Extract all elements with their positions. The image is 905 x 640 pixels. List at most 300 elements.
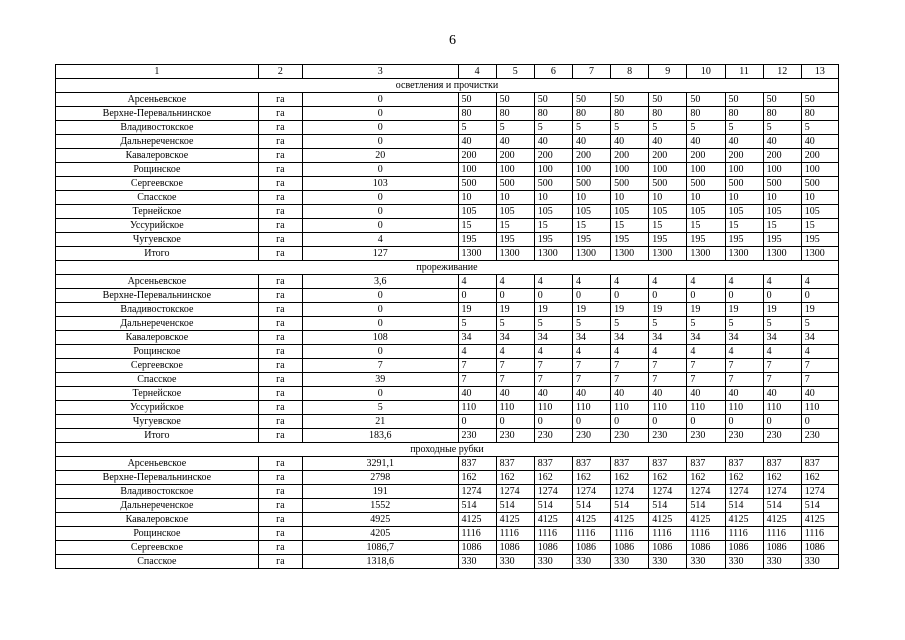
section-title-row — [56, 79, 839, 93]
year-value-cell: 1116 — [725, 527, 763, 541]
year-value-cell: 0 — [458, 415, 496, 429]
year-value-cell: 162 — [572, 471, 610, 485]
year-value-cell: 837 — [458, 457, 496, 471]
table-row — [56, 177, 839, 191]
year-value-cell: 0 — [763, 415, 801, 429]
year-value-cell: 19 — [725, 303, 763, 317]
section-title-row — [56, 261, 839, 275]
year-value-cell: 230 — [458, 429, 496, 443]
unit-cell: га — [258, 303, 302, 317]
forestry-name-cell: Рощинское — [56, 345, 259, 359]
year-value-cell: 514 — [496, 499, 534, 513]
forestry-name-cell: Владивостокское — [56, 485, 259, 499]
unit-cell: га — [258, 289, 302, 303]
unit-cell: га — [258, 555, 302, 569]
unit-cell: га — [258, 205, 302, 219]
year-value-cell: 110 — [458, 401, 496, 415]
year-value-cell: 7 — [725, 359, 763, 373]
unit-cell: га — [258, 471, 302, 485]
unit-cell: га — [258, 93, 302, 107]
year-value-cell: 1116 — [572, 527, 610, 541]
base-value-cell: 20 — [302, 149, 458, 163]
year-value-cell: 230 — [611, 429, 649, 443]
year-value-cell: 19 — [611, 303, 649, 317]
year-value-cell: 40 — [496, 387, 534, 401]
year-value-cell: 34 — [725, 331, 763, 345]
year-value-cell: 5 — [611, 121, 649, 135]
year-value-cell: 40 — [687, 135, 725, 149]
column-number-cell: 12 — [763, 65, 801, 79]
table-row — [56, 205, 839, 219]
year-value-cell: 200 — [496, 149, 534, 163]
year-value-cell: 837 — [649, 457, 687, 471]
year-value-cell: 15 — [534, 219, 572, 233]
year-value-cell: 80 — [687, 107, 725, 121]
base-value-cell: 103 — [302, 177, 458, 191]
unit-cell: га — [258, 247, 302, 261]
forestry-name-cell: Сергеевское — [56, 359, 259, 373]
year-value-cell: 1116 — [687, 527, 725, 541]
year-value-cell: 200 — [534, 149, 572, 163]
forestry-name-cell: Владивостокское — [56, 303, 259, 317]
table-row — [56, 415, 839, 429]
table-row — [56, 541, 839, 555]
base-value-cell: 0 — [302, 163, 458, 177]
year-value-cell: 10 — [725, 191, 763, 205]
year-value-cell: 80 — [649, 107, 687, 121]
year-value-cell: 100 — [611, 163, 649, 177]
year-value-cell: 40 — [725, 387, 763, 401]
year-value-cell: 0 — [725, 289, 763, 303]
year-value-cell: 100 — [534, 163, 572, 177]
unit-cell: га — [258, 191, 302, 205]
base-value-cell: 4205 — [302, 527, 458, 541]
year-value-cell: 15 — [496, 219, 534, 233]
data-table — [55, 64, 839, 569]
year-value-cell: 0 — [572, 289, 610, 303]
table-row — [56, 149, 839, 163]
table-row — [56, 93, 839, 107]
year-value-cell: 100 — [763, 163, 801, 177]
year-value-cell: 4125 — [725, 513, 763, 527]
year-value-cell: 1300 — [687, 247, 725, 261]
table-row — [56, 191, 839, 205]
base-value-cell: 0 — [302, 107, 458, 121]
unit-cell: га — [258, 219, 302, 233]
year-value-cell: 80 — [763, 107, 801, 121]
unit-cell: га — [258, 233, 302, 247]
column-number-cell: 2 — [258, 65, 302, 79]
year-value-cell: 5 — [534, 317, 572, 331]
year-value-cell: 4125 — [458, 513, 496, 527]
year-value-cell: 50 — [649, 93, 687, 107]
year-value-cell: 1086 — [725, 541, 763, 555]
column-number-cell: 5 — [496, 65, 534, 79]
forestry-name-cell: Уссурийское — [56, 401, 259, 415]
base-value-cell: 2798 — [302, 471, 458, 485]
year-value-cell: 110 — [687, 401, 725, 415]
year-value-cell: 500 — [458, 177, 496, 191]
year-value-cell: 50 — [725, 93, 763, 107]
forestry-name-cell: Спасское — [56, 191, 259, 205]
year-value-cell: 4 — [534, 275, 572, 289]
column-number-cell: 9 — [649, 65, 687, 79]
year-value-cell: 50 — [611, 93, 649, 107]
year-value-cell: 80 — [801, 107, 838, 121]
unit-cell: га — [258, 345, 302, 359]
section-title-row — [56, 443, 839, 457]
year-value-cell: 1300 — [496, 247, 534, 261]
column-number-cell: 6 — [534, 65, 572, 79]
year-value-cell: 1086 — [801, 541, 838, 555]
year-value-cell: 1116 — [801, 527, 838, 541]
year-value-cell: 50 — [763, 93, 801, 107]
year-value-cell: 4 — [496, 345, 534, 359]
year-value-cell: 330 — [572, 555, 610, 569]
year-value-cell: 80 — [458, 107, 496, 121]
year-value-cell: 10 — [611, 191, 649, 205]
table-row — [56, 373, 839, 387]
year-value-cell: 19 — [763, 303, 801, 317]
year-value-cell: 15 — [458, 219, 496, 233]
year-value-cell: 1116 — [763, 527, 801, 541]
year-value-cell: 80 — [496, 107, 534, 121]
year-value-cell: 200 — [763, 149, 801, 163]
year-value-cell: 19 — [572, 303, 610, 317]
unit-cell: га — [258, 317, 302, 331]
year-value-cell: 0 — [496, 415, 534, 429]
year-value-cell: 1116 — [534, 527, 572, 541]
year-value-cell: 0 — [534, 415, 572, 429]
table-row — [56, 555, 839, 569]
unit-cell: га — [258, 121, 302, 135]
year-value-cell: 0 — [649, 415, 687, 429]
section-title: проходные рубки — [56, 443, 839, 457]
forestry-name-cell: Верхне-Перевальнинское — [56, 289, 259, 303]
year-value-cell: 162 — [763, 471, 801, 485]
year-value-cell: 4 — [801, 275, 838, 289]
table-body — [56, 65, 839, 569]
year-value-cell: 0 — [725, 415, 763, 429]
year-value-cell: 230 — [763, 429, 801, 443]
year-value-cell: 34 — [496, 331, 534, 345]
year-value-cell: 330 — [458, 555, 496, 569]
year-value-cell: 7 — [725, 373, 763, 387]
base-value-cell: 0 — [302, 289, 458, 303]
year-value-cell: 19 — [496, 303, 534, 317]
year-value-cell: 4 — [801, 345, 838, 359]
year-value-cell: 0 — [458, 289, 496, 303]
forestry-name-cell: Дальнереченское — [56, 135, 259, 149]
base-value-cell: 127 — [302, 247, 458, 261]
year-value-cell: 200 — [801, 149, 838, 163]
year-value-cell: 34 — [611, 331, 649, 345]
year-value-cell: 1274 — [801, 485, 838, 499]
year-value-cell: 10 — [763, 191, 801, 205]
year-value-cell: 4 — [496, 275, 534, 289]
year-value-cell: 7 — [496, 373, 534, 387]
table-row — [56, 429, 839, 443]
year-value-cell: 19 — [801, 303, 838, 317]
forestry-name-cell: Чугуевское — [56, 415, 259, 429]
year-value-cell: 40 — [572, 135, 610, 149]
forestry-name-cell: Итого — [56, 247, 259, 261]
year-value-cell: 1300 — [611, 247, 649, 261]
year-value-cell: 500 — [687, 177, 725, 191]
year-value-cell: 4 — [687, 275, 725, 289]
year-value-cell: 500 — [725, 177, 763, 191]
table-row — [56, 513, 839, 527]
year-value-cell: 162 — [458, 471, 496, 485]
year-value-cell: 40 — [496, 135, 534, 149]
year-value-cell: 4 — [572, 345, 610, 359]
year-value-cell: 1086 — [458, 541, 496, 555]
year-value-cell: 195 — [534, 233, 572, 247]
year-value-cell: 4 — [649, 345, 687, 359]
year-value-cell: 15 — [763, 219, 801, 233]
base-value-cell: 39 — [302, 373, 458, 387]
year-value-cell: 34 — [458, 331, 496, 345]
year-value-cell: 4125 — [496, 513, 534, 527]
year-value-cell: 230 — [572, 429, 610, 443]
year-value-cell: 162 — [496, 471, 534, 485]
year-value-cell: 5 — [687, 317, 725, 331]
year-value-cell: 110 — [534, 401, 572, 415]
base-value-cell: 1552 — [302, 499, 458, 513]
year-value-cell: 7 — [611, 373, 649, 387]
year-value-cell: 105 — [458, 205, 496, 219]
year-value-cell: 230 — [801, 429, 838, 443]
year-value-cell: 34 — [534, 331, 572, 345]
year-value-cell: 500 — [801, 177, 838, 191]
year-value-cell: 200 — [687, 149, 725, 163]
year-value-cell: 4 — [725, 275, 763, 289]
base-value-cell: 21 — [302, 415, 458, 429]
year-value-cell: 105 — [649, 205, 687, 219]
forestry-name-cell: Владивостокское — [56, 121, 259, 135]
year-value-cell: 500 — [572, 177, 610, 191]
forestry-name-cell: Спасское — [56, 373, 259, 387]
unit-cell: га — [258, 541, 302, 555]
forestry-name-cell: Кавалеровское — [56, 331, 259, 345]
year-value-cell: 7 — [572, 373, 610, 387]
year-value-cell: 1086 — [572, 541, 610, 555]
year-value-cell: 4 — [725, 345, 763, 359]
column-number-cell: 3 — [302, 65, 458, 79]
year-value-cell: 330 — [801, 555, 838, 569]
year-value-cell: 50 — [534, 93, 572, 107]
year-value-cell: 19 — [649, 303, 687, 317]
year-value-cell: 837 — [725, 457, 763, 471]
forestry-name-cell: Сергеевское — [56, 177, 259, 191]
year-value-cell: 7 — [496, 359, 534, 373]
year-value-cell: 4 — [611, 275, 649, 289]
year-value-cell: 40 — [534, 135, 572, 149]
forestry-name-cell: Арсеньевское — [56, 457, 259, 471]
year-value-cell: 1086 — [496, 541, 534, 555]
year-value-cell: 195 — [611, 233, 649, 247]
forestry-name-cell: Сергеевское — [56, 541, 259, 555]
year-value-cell: 4125 — [763, 513, 801, 527]
year-value-cell: 4125 — [801, 513, 838, 527]
year-value-cell: 5 — [496, 317, 534, 331]
year-value-cell: 5 — [458, 317, 496, 331]
base-value-cell: 3291,1 — [302, 457, 458, 471]
year-value-cell: 230 — [725, 429, 763, 443]
year-value-cell: 80 — [534, 107, 572, 121]
year-value-cell: 1274 — [496, 485, 534, 499]
section-title: осветления и прочистки — [56, 79, 839, 93]
table-row — [56, 135, 839, 149]
table-row — [56, 303, 839, 317]
year-value-cell: 837 — [611, 457, 649, 471]
section-title: прореживание — [56, 261, 839, 275]
year-value-cell: 105 — [611, 205, 649, 219]
year-value-cell: 1274 — [763, 485, 801, 499]
year-value-cell: 15 — [611, 219, 649, 233]
unit-cell: га — [258, 485, 302, 499]
year-value-cell: 1300 — [458, 247, 496, 261]
year-value-cell: 514 — [572, 499, 610, 513]
table-row — [56, 317, 839, 331]
year-value-cell: 0 — [496, 289, 534, 303]
unit-cell: га — [258, 107, 302, 121]
year-value-cell: 5 — [801, 121, 838, 135]
year-value-cell: 105 — [572, 205, 610, 219]
year-value-cell: 40 — [611, 387, 649, 401]
year-value-cell: 4 — [572, 275, 610, 289]
year-value-cell: 0 — [687, 415, 725, 429]
year-value-cell: 5 — [687, 121, 725, 135]
column-number-cell: 8 — [611, 65, 649, 79]
year-value-cell: 19 — [534, 303, 572, 317]
unit-cell: га — [258, 331, 302, 345]
base-value-cell: 7 — [302, 359, 458, 373]
year-value-cell: 0 — [801, 289, 838, 303]
year-value-cell: 7 — [534, 373, 572, 387]
column-number-cell: 7 — [572, 65, 610, 79]
year-value-cell: 5 — [572, 317, 610, 331]
year-value-cell: 5 — [496, 121, 534, 135]
year-value-cell: 34 — [687, 331, 725, 345]
year-value-cell: 40 — [534, 387, 572, 401]
forestry-name-cell: Кавалеровское — [56, 149, 259, 163]
year-value-cell: 4 — [534, 345, 572, 359]
year-value-cell: 500 — [496, 177, 534, 191]
forestry-name-cell: Арсеньевское — [56, 93, 259, 107]
table-row — [56, 457, 839, 471]
table-row — [56, 485, 839, 499]
year-value-cell: 1274 — [458, 485, 496, 499]
year-value-cell: 100 — [572, 163, 610, 177]
year-value-cell: 1116 — [611, 527, 649, 541]
base-value-cell: 0 — [302, 317, 458, 331]
unit-cell: га — [258, 135, 302, 149]
year-value-cell: 80 — [725, 107, 763, 121]
year-value-cell: 162 — [687, 471, 725, 485]
base-value-cell: 0 — [302, 135, 458, 149]
table-row — [56, 387, 839, 401]
year-value-cell: 195 — [572, 233, 610, 247]
year-value-cell: 1300 — [725, 247, 763, 261]
year-value-cell: 162 — [725, 471, 763, 485]
forestry-name-cell: Верхне-Перевальнинское — [56, 107, 259, 121]
year-value-cell: 514 — [763, 499, 801, 513]
year-value-cell: 1086 — [611, 541, 649, 555]
base-value-cell: 191 — [302, 485, 458, 499]
year-value-cell: 40 — [458, 387, 496, 401]
year-value-cell: 110 — [763, 401, 801, 415]
year-value-cell: 7 — [458, 373, 496, 387]
forestry-name-cell: Уссурийское — [56, 219, 259, 233]
base-value-cell: 0 — [302, 219, 458, 233]
year-value-cell: 230 — [534, 429, 572, 443]
base-value-cell: 0 — [302, 387, 458, 401]
year-value-cell: 195 — [763, 233, 801, 247]
year-value-cell: 105 — [687, 205, 725, 219]
year-value-cell: 10 — [458, 191, 496, 205]
year-value-cell: 15 — [725, 219, 763, 233]
year-value-cell: 4125 — [687, 513, 725, 527]
year-value-cell: 1116 — [496, 527, 534, 541]
table-row — [56, 359, 839, 373]
year-value-cell: 15 — [572, 219, 610, 233]
year-value-cell: 195 — [496, 233, 534, 247]
year-value-cell: 50 — [801, 93, 838, 107]
forestry-name-cell: Рощинское — [56, 527, 259, 541]
year-value-cell: 200 — [611, 149, 649, 163]
year-value-cell: 0 — [687, 289, 725, 303]
year-value-cell: 40 — [611, 135, 649, 149]
unit-cell: га — [258, 527, 302, 541]
year-value-cell: 50 — [496, 93, 534, 107]
base-value-cell: 4 — [302, 233, 458, 247]
year-value-cell: 1300 — [534, 247, 572, 261]
year-value-cell: 110 — [611, 401, 649, 415]
year-value-cell: 514 — [611, 499, 649, 513]
year-value-cell: 100 — [801, 163, 838, 177]
year-value-cell: 40 — [725, 135, 763, 149]
year-value-cell: 0 — [611, 415, 649, 429]
year-value-cell: 200 — [458, 149, 496, 163]
table-row — [56, 331, 839, 345]
year-value-cell: 1300 — [649, 247, 687, 261]
year-value-cell: 4125 — [534, 513, 572, 527]
forestry-name-cell: Верхне-Перевальнинское — [56, 471, 259, 485]
year-value-cell: 330 — [496, 555, 534, 569]
year-value-cell: 7 — [687, 373, 725, 387]
year-value-cell: 330 — [687, 555, 725, 569]
year-value-cell: 7 — [649, 373, 687, 387]
year-value-cell: 7 — [534, 359, 572, 373]
unit-cell: га — [258, 275, 302, 289]
unit-cell: га — [258, 387, 302, 401]
year-value-cell: 7 — [687, 359, 725, 373]
forestry-name-cell: Тернейское — [56, 205, 259, 219]
year-value-cell: 837 — [763, 457, 801, 471]
year-value-cell: 230 — [687, 429, 725, 443]
unit-cell: га — [258, 457, 302, 471]
forestry-name-cell: Спасское — [56, 555, 259, 569]
year-value-cell: 0 — [611, 289, 649, 303]
base-value-cell: 0 — [302, 345, 458, 359]
year-value-cell: 4 — [687, 345, 725, 359]
year-value-cell: 195 — [458, 233, 496, 247]
year-value-cell: 195 — [725, 233, 763, 247]
year-value-cell: 200 — [725, 149, 763, 163]
year-value-cell: 50 — [687, 93, 725, 107]
year-value-cell: 110 — [572, 401, 610, 415]
